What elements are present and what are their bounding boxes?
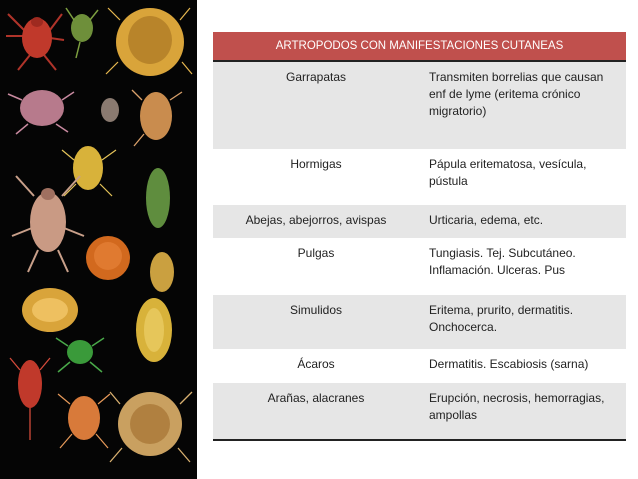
red-chigger-icon <box>18 360 42 408</box>
arthropod-cell: Garrapatas <box>213 61 419 149</box>
arthropod-cell: Hormigas <box>290 157 342 171</box>
orange-hairy-mite-icon <box>68 396 100 440</box>
manifestation-cell: Pápula eritematosa, vesícula, pústula <box>429 157 587 188</box>
manifestation-cell: Eritema, prurito, dermatitis. Onchocerca. <box>419 295 626 349</box>
green-mite-icon <box>71 14 93 42</box>
arthropod-cell: Ácaros <box>297 357 335 371</box>
pink-tick-icon <box>20 90 64 126</box>
arthropod-cell: Abejas, abejorros, avispas <box>213 205 419 238</box>
table-row <box>213 205 626 238</box>
table-row <box>213 349 626 383</box>
table-header: ARTROPODOS CON MANIFESTACIONES CUTANEAS <box>213 32 626 61</box>
arthropod-cell: Arañas, alacranes <box>213 383 419 440</box>
arthropod-cell: Simulidos <box>213 295 419 349</box>
arthropod-cell: Pulgas <box>297 246 335 260</box>
green-spider-mite-icon <box>67 340 93 364</box>
table-row <box>213 149 626 205</box>
arthropods-collage <box>0 0 197 479</box>
table-row <box>213 383 626 440</box>
manifestation-cell: Erupción, necrosis, hemorragias, ampollas <box>419 383 626 440</box>
brown-tick-icon <box>30 192 66 252</box>
manifestation-cell: Tungiasis. Tej. Subcutáneo. Inflamación. Ulceras. Pus <box>429 246 576 277</box>
arthropods-table <box>213 32 626 441</box>
green-bug-icon <box>146 168 170 228</box>
manifestation-cell: Transmiten borrelias que causan enf de lyme (eritema crónico migratorio) <box>419 61 626 149</box>
manifestation-cell: Dermatitis. Escabiosis (sarna) <box>429 357 589 371</box>
manifestation-cell: Urticaria, edema, etc. <box>419 205 626 238</box>
table-row <box>213 238 626 295</box>
table-row <box>213 295 626 349</box>
table-row <box>213 61 626 149</box>
table-header-row <box>213 32 626 61</box>
arthropods-collage-icon <box>0 0 197 479</box>
tan-mite-icon <box>140 92 172 140</box>
yellow-larva-icon <box>73 146 103 190</box>
